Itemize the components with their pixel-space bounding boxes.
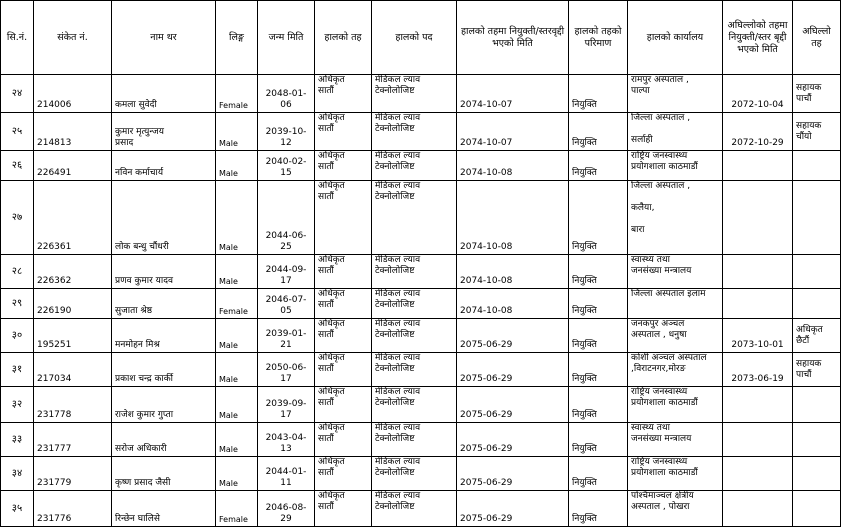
- header-row: [1, 1, 841, 75]
- code-cell: 226491: [34, 151, 112, 181]
- office-cell: जिल्ला अस्पताल , सर्लाही: [628, 113, 723, 151]
- code-cell: 231777: [34, 423, 112, 457]
- dob-cell: 2043-04-13: [258, 423, 315, 457]
- table-row: [1, 387, 841, 423]
- appointment-date-cell: 2075-06-29: [457, 457, 569, 491]
- code-cell: 195251: [34, 319, 112, 353]
- previous-date-cell: [723, 181, 793, 255]
- serial-cell: ३२: [1, 387, 34, 423]
- header-previous-date: अघिल्लोको तहमा नियुक्ती/स्तर बृद्दी भएको मिति: [723, 1, 793, 75]
- header-appointment-type: हालको तहको परिमाण: [569, 1, 628, 75]
- appointment-date-cell: 2074-10-07: [457, 75, 569, 113]
- appointment-type-cell: नियुक्ति: [569, 457, 628, 491]
- office-cell: राष्ट्रिय जनस्वास्थ्य प्रयोगशाला काठमाडौं: [628, 151, 723, 181]
- appointment-type-cell: नियुक्ति: [569, 255, 628, 289]
- post-cell: मेडिकल ल्याव टेक्नोलोजिष्ट: [372, 387, 457, 423]
- level-cell: अधिकृत सातौं: [315, 457, 372, 491]
- name-cell: प्रकाश चन्द्र कार्की: [112, 353, 216, 387]
- appointment-type-cell: नियुक्ति: [569, 353, 628, 387]
- serial-cell: २४: [1, 75, 34, 113]
- code-cell: 226361: [34, 181, 112, 255]
- post-cell: मेडिकल ल्याव टेक्नोलोजिष्ट: [372, 491, 457, 527]
- serial-cell: ३३: [1, 423, 34, 457]
- previous-date-cell: [723, 423, 793, 457]
- dob-cell: 2044-01-11: [258, 457, 315, 491]
- post-cell: मेडिकल ल्याव टेक्नोलोजिष्ट: [372, 151, 457, 181]
- appointment-date-cell: 2074-10-08: [457, 181, 569, 255]
- gender-cell: Male: [216, 387, 258, 423]
- office-cell: रामपुर अस्पताल , पाल्पा: [628, 75, 723, 113]
- serial-cell: ३१: [1, 353, 34, 387]
- level-cell: अधिकृत सातौं: [315, 491, 372, 527]
- code-cell: 226362: [34, 255, 112, 289]
- gender-cell: Female: [216, 491, 258, 527]
- header-dob: जन्म मिति: [258, 1, 315, 75]
- name-cell: लोक बन्धु चौंधरी: [112, 181, 216, 255]
- code-cell: 231776: [34, 491, 112, 527]
- post-cell: मेडिकल ल्याव टेक्नोलोजिष्ट: [372, 113, 457, 151]
- header-office: हालको कार्यालय: [628, 1, 723, 75]
- appointment-type-cell: नियुक्ति: [569, 151, 628, 181]
- header-appointment-date: हालको तहमा नियुक्ती/स्तरवृद्दी भएको मिति: [457, 1, 569, 75]
- post-cell: मेडिकल ल्याव टेक्नोलोजिष्ट: [372, 319, 457, 353]
- appointment-date-cell: 2074-10-08: [457, 255, 569, 289]
- table-row: [1, 319, 841, 353]
- office-cell: स्वास्थ्य तथा जनसंख्या मन्त्रालय: [628, 423, 723, 457]
- header-gender: लिङ्ग: [216, 1, 258, 75]
- serial-cell: २५: [1, 113, 34, 151]
- office-cell: राष्ट्रिय जनस्वास्थ्य प्रयोगशाला काठमाडौं: [628, 387, 723, 423]
- table-body: [1, 75, 841, 527]
- serial-cell: २७: [1, 181, 34, 255]
- header-post: हालको पद: [372, 1, 457, 75]
- table-row: [1, 113, 841, 151]
- serial-cell: ३४: [1, 457, 34, 491]
- previous-date-cell: [723, 457, 793, 491]
- previous-level-cell: [793, 491, 841, 527]
- gender-cell: Male: [216, 457, 258, 491]
- gender-cell: Female: [216, 289, 258, 319]
- name-cell: मनमोहन मिश्र: [112, 319, 216, 353]
- name-cell: कुमार मृत्युन्जय प्रसाद: [112, 113, 216, 151]
- level-cell: अधिकृत सातौं: [315, 353, 372, 387]
- name-cell: सरोज अधिकारी: [112, 423, 216, 457]
- header-serial: सि.नं.: [1, 1, 34, 75]
- table-row: [1, 491, 841, 527]
- dob-cell: 2044-09-17: [258, 255, 315, 289]
- table-row: [1, 151, 841, 181]
- previous-level-cell: [793, 181, 841, 255]
- appointment-date-cell: 2074-10-08: [457, 151, 569, 181]
- appointment-date-cell: 2074-10-07: [457, 113, 569, 151]
- post-cell: मेडिकल ल्याव टेक्नोलोजिष्ट: [372, 353, 457, 387]
- gender-cell: Male: [216, 423, 258, 457]
- name-cell: सुजाता श्रेष्ठ: [112, 289, 216, 319]
- serial-cell: ३०: [1, 319, 34, 353]
- previous-level-cell: [793, 255, 841, 289]
- gender-cell: Male: [216, 113, 258, 151]
- table-row: [1, 353, 841, 387]
- office-cell: जिल्ला अस्पताल , कलैया, बारा: [628, 181, 723, 255]
- dob-cell: 2048-01-06: [258, 75, 315, 113]
- office-cell: कोशी अञ्चल अस्पताल ,विराटनगर,मोरङ: [628, 353, 723, 387]
- previous-level-cell: सहायक पाचौं: [793, 353, 841, 387]
- level-cell: अधिकृत सातौं: [315, 387, 372, 423]
- post-cell: मेडिकल ल्याव टेक्नोलोजिष्ट: [372, 289, 457, 319]
- dob-cell: 2050-06-17: [258, 353, 315, 387]
- appointment-date-cell: 2075-06-29: [457, 491, 569, 527]
- post-cell: मेडिकल ल्याव टेक्नोलोजिष्ट: [372, 181, 457, 255]
- gender-cell: Male: [216, 255, 258, 289]
- post-cell: मेडिकल ल्याव टेक्नोलोजिष्ट: [372, 423, 457, 457]
- dob-cell: 2039-10-12: [258, 113, 315, 151]
- serial-cell: २९: [1, 289, 34, 319]
- name-cell: प्रणव कुमार यादव: [112, 255, 216, 289]
- previous-level-cell: अधिकृत छैटौं: [793, 319, 841, 353]
- header-code: संकेत नं.: [34, 1, 112, 75]
- previous-level-cell: सहायक चौंयो: [793, 113, 841, 151]
- name-cell: रिन्छेन घालिसे: [112, 491, 216, 527]
- serial-cell: ३५: [1, 491, 34, 527]
- appointment-date-cell: 2075-06-29: [457, 423, 569, 457]
- office-cell: जनकपुर अञ्चल अस्पताल , धनुषा: [628, 319, 723, 353]
- code-cell: 231779: [34, 457, 112, 491]
- previous-level-cell: [793, 457, 841, 491]
- gender-cell: Male: [216, 151, 258, 181]
- appointment-date-cell: 2075-06-29: [457, 319, 569, 353]
- post-cell: मेडिकल ल्याव टेक्नोलोजिष्ट: [372, 75, 457, 113]
- serial-cell: २६: [1, 151, 34, 181]
- previous-date-cell: [723, 151, 793, 181]
- post-cell: मेडिकल ल्याव टेक्नोलोजिष्ट: [372, 457, 457, 491]
- code-cell: 231778: [34, 387, 112, 423]
- level-cell: अधिकृत सातौं: [315, 289, 372, 319]
- previous-level-cell: [793, 423, 841, 457]
- table-row: [1, 255, 841, 289]
- appointment-type-cell: नियुक्ति: [569, 387, 628, 423]
- previous-level-cell: [793, 387, 841, 423]
- header-name: नाम थर: [112, 1, 216, 75]
- level-cell: अधिकृत सातौं: [315, 151, 372, 181]
- table-row: [1, 75, 841, 113]
- header-level: हालको तह: [315, 1, 372, 75]
- dob-cell: 2044-06-25: [258, 181, 315, 255]
- appointment-type-cell: नियुक्ति: [569, 289, 628, 319]
- appointment-date-cell: 2074-10-08: [457, 289, 569, 319]
- office-cell: स्वास्थ्य तथा जनसंख्या मन्त्रालय: [628, 255, 723, 289]
- gender-cell: Male: [216, 353, 258, 387]
- appointment-type-cell: नियुक्ति: [569, 181, 628, 255]
- appointment-type-cell: नियुक्ति: [569, 75, 628, 113]
- table-row: [1, 457, 841, 491]
- gender-cell: Male: [216, 319, 258, 353]
- level-cell: अधिकृत सातौं: [315, 319, 372, 353]
- previous-date-cell: [723, 255, 793, 289]
- office-cell: राष्ट्रिय जनस्वास्थ्य प्रयोगशाला काठमाडौं: [628, 457, 723, 491]
- code-cell: 214813: [34, 113, 112, 151]
- previous-level-cell: [793, 151, 841, 181]
- level-cell: अधिकृत सातौं: [315, 181, 372, 255]
- dob-cell: 2039-09-17: [258, 387, 315, 423]
- dob-cell: 2040-02-15: [258, 151, 315, 181]
- previous-date-cell: 2072-10-29: [723, 113, 793, 151]
- code-cell: 226190: [34, 289, 112, 319]
- previous-date-cell: [723, 387, 793, 423]
- gender-cell: Male: [216, 181, 258, 255]
- previous-date-cell: 2073-06-19: [723, 353, 793, 387]
- dob-cell: 2039-01-21: [258, 319, 315, 353]
- appointment-type-cell: नियुक्ति: [569, 319, 628, 353]
- level-cell: अधिकृत सातौं: [315, 423, 372, 457]
- previous-level-cell: [793, 289, 841, 319]
- table-row: [1, 181, 841, 255]
- dob-cell: 2046-08-29: [258, 491, 315, 527]
- appointment-type-cell: नियुक्ति: [569, 113, 628, 151]
- level-cell: अधिकृत सातौं: [315, 75, 372, 113]
- serial-cell: २८: [1, 255, 34, 289]
- level-cell: अधिकृत सातौं: [315, 255, 372, 289]
- table-row: [1, 289, 841, 319]
- previous-date-cell: [723, 289, 793, 319]
- name-cell: राजेश कुमार गुप्ता: [112, 387, 216, 423]
- name-cell: कृष्ण प्रसाद जैसी: [112, 457, 216, 491]
- table-row: [1, 423, 841, 457]
- previous-date-cell: [723, 491, 793, 527]
- appointment-date-cell: 2075-06-29: [457, 353, 569, 387]
- header-previous-level: अघिल्लो तह: [793, 1, 841, 75]
- previous-level-cell: सहायक पाचौं: [793, 75, 841, 113]
- previous-date-cell: 2072-10-04: [723, 75, 793, 113]
- code-cell: 214006: [34, 75, 112, 113]
- dob-cell: 2046-07-05: [258, 289, 315, 319]
- post-cell: मेडिकल ल्याव टेक्नोलोजिष्ट: [372, 255, 457, 289]
- appointment-date-cell: 2075-06-29: [457, 387, 569, 423]
- gender-cell: Female: [216, 75, 258, 113]
- office-cell: जिल्ला अस्पताल इलाम: [628, 289, 723, 319]
- name-cell: नविन कर्माचार्य: [112, 151, 216, 181]
- code-cell: 217034: [34, 353, 112, 387]
- office-cell: पश्चिमाञ्चल क्षेत्रीय अस्पताल , पोखरा: [628, 491, 723, 527]
- previous-date-cell: 2073-10-01: [723, 319, 793, 353]
- appointment-type-cell: नियुक्ति: [569, 423, 628, 457]
- appointment-type-cell: नियुक्ति: [569, 491, 628, 527]
- level-cell: अधिकृत सातौं: [315, 113, 372, 151]
- name-cell: कमला सुवेदी: [112, 75, 216, 113]
